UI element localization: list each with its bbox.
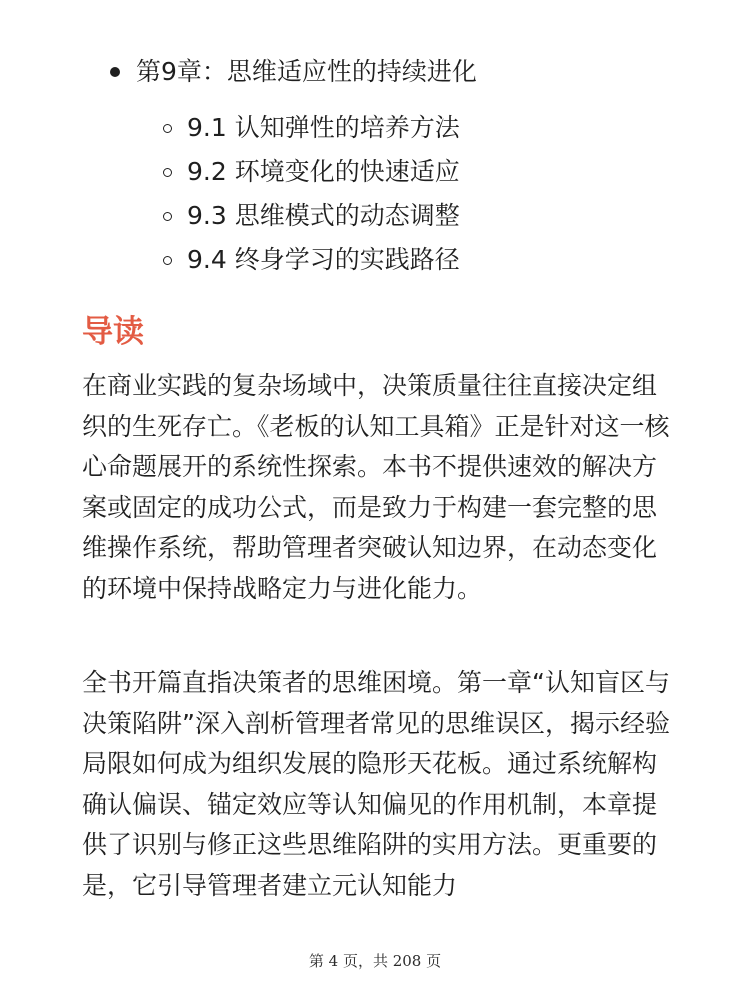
sub-item-text: 9.2 环境变化的快速适应 [187,157,460,186]
sub-list-item [163,152,460,192]
section-heading: 导读 [82,314,144,350]
sub-item-text: 9.4 终身学习的实践路径 [187,245,460,274]
sub-item-text: 9.3 思维模式的动态调整 [187,201,460,230]
paragraph: 在商业实践的复杂场域中，决策质量往往直接决定组织的生死存亡。《老板的认知工具箱》正是针对这一核心命题展开的系统性探索。本书不提供速效的解决方案或固定的成功公式，而是致力于构建一套完整的思维操作系统，帮助管理者突破认知边界，在动态变化的环境中保持战略定力与进化能力。 [82,371,670,603]
sub-list-item [163,240,460,280]
chapter-list-item [110,52,477,92]
sub-list-item [163,196,460,236]
bullet-dot-icon [110,67,120,77]
sub-item-text: 9.1 认知弹性的培养方法 [187,113,460,142]
paragraph: 全书开篇直指决策者的思维困境。第一章“认知盲区与决策陷阱”深入剖析管理者常见的思维误区，揭示经验局限如何成为组织发展的隐形天花板。通过系统解构确认偏误、锚定效应等认知偏见的作用机制，本章提供了识别与修正这些思维陷阱的实用方法。更重要的是，它引导管理者建立元认知能力 [82,668,670,900]
bullet-circle-icon [163,124,172,133]
bullet-circle-icon [163,212,172,221]
bullet-circle-icon [163,168,172,177]
bullet-circle-icon [163,256,172,265]
chapter-item-text: 第9章：思维适应性的持续进化 [136,57,477,86]
page-footer: 第 4 页，共 208 页 [308,952,442,970]
sub-list-item [163,108,460,148]
